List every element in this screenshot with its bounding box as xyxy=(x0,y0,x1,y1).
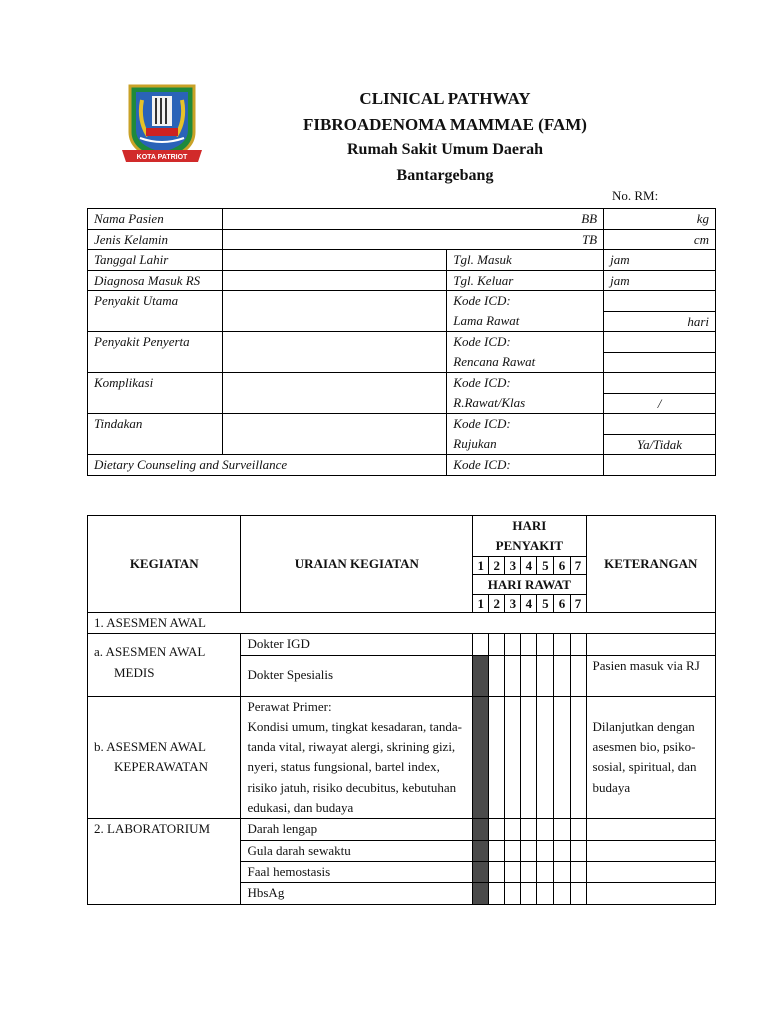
table-row xyxy=(88,634,716,655)
header-hari-label: HARI xyxy=(512,518,547,533)
activity-asesmen-keperawatan xyxy=(88,696,241,819)
day-4: 4 xyxy=(521,557,537,575)
field-kode-icd[interactable] xyxy=(604,455,716,476)
label-jenis-kelamin: Jenis Kelamin xyxy=(88,229,223,250)
field-r-rawat-klas[interactable]: / xyxy=(604,393,716,414)
header-penyakit-label: PENYAKIT xyxy=(495,538,564,553)
note-asesmen-medis: Pasien masuk via RJ xyxy=(586,655,715,696)
no-rm-label: No. RM: xyxy=(612,188,659,203)
day-1: 1 xyxy=(473,595,489,613)
day-cell[interactable] xyxy=(489,696,505,819)
table-header-row xyxy=(88,516,716,557)
day-cell[interactable] xyxy=(505,819,521,840)
table-row xyxy=(88,250,716,271)
field-jam-keluar[interactable]: jam xyxy=(604,270,716,291)
day-cell[interactable] xyxy=(521,655,537,696)
day-cell[interactable] xyxy=(570,655,586,696)
day-3: 3 xyxy=(505,557,521,575)
unit-kg[interactable]: kg xyxy=(604,209,716,230)
day-4: 4 xyxy=(521,595,537,613)
day-cell[interactable] xyxy=(489,840,505,861)
day-7: 7 xyxy=(570,595,586,613)
day-cell[interactable] xyxy=(570,861,586,882)
day-cell-marked[interactable] xyxy=(473,861,489,882)
field-rujukan[interactable]: Ya/Tidak xyxy=(604,434,716,455)
note-cell[interactable] xyxy=(586,634,715,655)
label-kode-icd: Kode ICD: xyxy=(447,291,604,312)
label-kode-icd: Kode ICD: xyxy=(447,332,604,353)
day-cell[interactable] xyxy=(521,883,537,904)
field-tindakan[interactable] xyxy=(222,414,446,455)
field-penyakit-utama[interactable] xyxy=(222,291,446,332)
day-6: 6 xyxy=(554,557,570,575)
day-cell[interactable] xyxy=(521,819,537,840)
label-rujukan: Rujukan xyxy=(447,434,604,455)
day-cell[interactable] xyxy=(554,861,570,882)
day-2: 2 xyxy=(489,595,505,613)
activity-label-cont: KEPERAWATAN xyxy=(114,759,208,775)
day-cell[interactable] xyxy=(521,840,537,861)
day-cell[interactable] xyxy=(489,655,505,696)
title-diagnosis: FIBROADENOMA MAMMAE (FAM) xyxy=(303,114,587,134)
day-cell[interactable] xyxy=(537,883,554,904)
field-kode-icd[interactable] xyxy=(604,414,716,435)
day-1: 1 xyxy=(473,557,489,575)
perawat-primer-detail: Kondisi umum, tingkat kesadaran, tanda-tanda vital, riwayat alergi, skrining gizi, nyeri, status fungsional, bartel index, risiko jatuh, risiko decubitus, kebutuhan edukasi, dan budaya xyxy=(247,718,462,816)
header-hari-penyakit xyxy=(473,516,586,557)
perawat-primer-title: Perawat Primer: xyxy=(247,698,332,714)
label-diagnosa: Diagnosa Masuk RS xyxy=(88,270,223,291)
day-cell[interactable] xyxy=(505,861,521,882)
day-cell[interactable] xyxy=(554,883,570,904)
day-cell[interactable] xyxy=(473,634,489,655)
day-cell[interactable] xyxy=(489,819,505,840)
activity-label-cont: MEDIS xyxy=(114,664,155,680)
day-2: 2 xyxy=(489,557,505,575)
day-cell-marked[interactable] xyxy=(473,883,489,904)
activity-label: b. ASESMEN AWAL xyxy=(94,739,206,755)
table-row xyxy=(88,373,716,394)
lab-item: Faal hemostasis xyxy=(241,861,473,882)
day-cell[interactable] xyxy=(521,634,537,655)
day-cell[interactable] xyxy=(570,634,586,655)
day-cell[interactable] xyxy=(489,634,505,655)
lab-item: Darah lengap xyxy=(241,819,473,840)
label-bb[interactable]: BB xyxy=(222,209,603,230)
day-cell-marked[interactable] xyxy=(473,840,489,861)
table-row xyxy=(88,414,716,435)
label-penyakit-utama: Penyakit Utama xyxy=(88,291,223,332)
day-cell[interactable] xyxy=(521,696,537,819)
day-cell[interactable] xyxy=(505,840,521,861)
header-hari-rawat: HARI RAWAT xyxy=(473,575,586,595)
table-row xyxy=(88,819,716,840)
day-cell[interactable] xyxy=(554,634,570,655)
day-5: 5 xyxy=(537,595,554,613)
day-3: 3 xyxy=(505,595,521,613)
lab-item: HbsAg xyxy=(241,883,473,904)
document-title-block xyxy=(260,86,630,188)
day-cell[interactable] xyxy=(537,696,554,819)
field-rencana-rawat[interactable] xyxy=(604,352,716,373)
day-cell[interactable] xyxy=(537,861,554,882)
item-dokter-igd: Dokter IGD xyxy=(241,634,473,655)
day-cell-marked[interactable] xyxy=(473,696,489,819)
day-cell[interactable] xyxy=(505,883,521,904)
label-nama-pasien: Nama Pasien xyxy=(88,209,223,230)
section-row xyxy=(88,613,716,634)
section-laboratorium: 2. LABORATORIUM xyxy=(88,819,241,904)
activity-label: a. ASESMEN AWAL xyxy=(94,644,206,660)
table-row xyxy=(88,291,716,312)
label-kode-icd: Kode ICD: xyxy=(447,455,604,476)
title-hospital: Rumah Sakit Umum Daerah xyxy=(346,141,543,158)
field-diagnosa[interactable] xyxy=(222,270,446,291)
day-7: 7 xyxy=(570,557,586,575)
day-cell[interactable] xyxy=(570,840,586,861)
day-5: 5 xyxy=(537,557,554,575)
header-uraian: URAIAN KEGIATAN xyxy=(241,516,473,613)
table-row xyxy=(88,209,716,230)
note-cell[interactable] xyxy=(586,883,715,904)
title-clinical-pathway: CLINICAL PATHWAY xyxy=(359,89,531,108)
label-tanggal-lahir: Tanggal Lahir xyxy=(88,250,223,271)
hospital-logo xyxy=(116,80,208,172)
label-kode-icd: Kode ICD: xyxy=(447,414,604,435)
header-keterangan: KETERANGAN xyxy=(586,516,715,613)
day-cell[interactable] xyxy=(537,655,554,696)
day-cell[interactable] xyxy=(570,883,586,904)
field-kode-icd[interactable] xyxy=(604,332,716,353)
label-dietary: Dietary Counseling and Surveillance xyxy=(88,455,447,476)
table-row xyxy=(88,229,716,250)
field-kode-icd[interactable] xyxy=(604,373,716,394)
table-row xyxy=(88,270,716,291)
day-cell[interactable] xyxy=(554,655,570,696)
label-tindakan: Tindakan xyxy=(88,414,223,455)
item-dokter-spesialis: Dokter Spesialis xyxy=(241,655,473,696)
unit-cm[interactable]: cm xyxy=(604,229,716,250)
day-cell[interactable] xyxy=(537,840,554,861)
lab-item: Gula darah sewaktu xyxy=(241,840,473,861)
note-cell[interactable] xyxy=(586,819,715,840)
logo-text: KOTA PATRIOT xyxy=(136,154,188,161)
day-cell[interactable] xyxy=(505,655,521,696)
label-r-rawat-klas: R.Rawat/Klas xyxy=(447,393,604,414)
label-lama-rawat: Lama Rawat xyxy=(447,311,604,332)
table-row xyxy=(88,332,716,353)
day-cell[interactable] xyxy=(537,634,554,655)
day-cell[interactable] xyxy=(505,634,521,655)
table-row xyxy=(88,696,716,819)
day-cell[interactable] xyxy=(570,696,586,819)
label-kode-icd: Kode ICD: xyxy=(447,373,604,394)
day-cell-marked[interactable] xyxy=(473,819,489,840)
day-cell-marked[interactable] xyxy=(473,655,489,696)
day-6: 6 xyxy=(554,595,570,613)
day-cell[interactable] xyxy=(489,861,505,882)
item-perawat-primer xyxy=(241,696,473,819)
label-tgl-masuk: Tgl. Masuk xyxy=(447,250,604,271)
section-asesmen-awal: 1. ASESMEN AWAL xyxy=(88,613,716,634)
label-tb[interactable]: TB xyxy=(222,229,603,250)
day-cell[interactable] xyxy=(537,819,554,840)
note-asesmen-keperawatan: Dilanjutkan dengan asesmen bio, psiko-sosial, spiritual, dan budaya xyxy=(586,696,715,819)
label-rencana-rawat: Rencana Rawat xyxy=(447,352,604,373)
day-cell[interactable] xyxy=(521,861,537,882)
activity-asesmen-medis xyxy=(88,634,241,696)
title-location: Bantargebang xyxy=(396,166,494,184)
note-cell[interactable] xyxy=(586,840,715,861)
field-kode-icd[interactable] xyxy=(604,291,716,312)
day-cell[interactable] xyxy=(554,696,570,819)
note-cell[interactable] xyxy=(586,861,715,882)
field-penyakit-penyerta[interactable] xyxy=(222,332,446,373)
label-komplikasi: Komplikasi xyxy=(88,373,223,414)
field-komplikasi[interactable] xyxy=(222,373,446,414)
day-cell[interactable] xyxy=(505,696,521,819)
day-cell[interactable] xyxy=(554,819,570,840)
field-tanggal-lahir[interactable] xyxy=(222,250,446,271)
header-kegiatan: KEGIATAN xyxy=(88,516,241,613)
label-tgl-keluar: Tgl. Keluar xyxy=(447,270,604,291)
day-cell[interactable] xyxy=(489,883,505,904)
table-row xyxy=(88,455,716,476)
day-cell[interactable] xyxy=(570,819,586,840)
day-cell[interactable] xyxy=(554,840,570,861)
field-jam-masuk[interactable]: jam xyxy=(604,250,716,271)
label-penyakit-penyerta: Penyakit Penyerta xyxy=(88,332,223,373)
field-lama-rawat[interactable]: hari xyxy=(604,311,716,332)
pathway-table xyxy=(87,515,716,905)
patient-info-table xyxy=(87,208,716,476)
